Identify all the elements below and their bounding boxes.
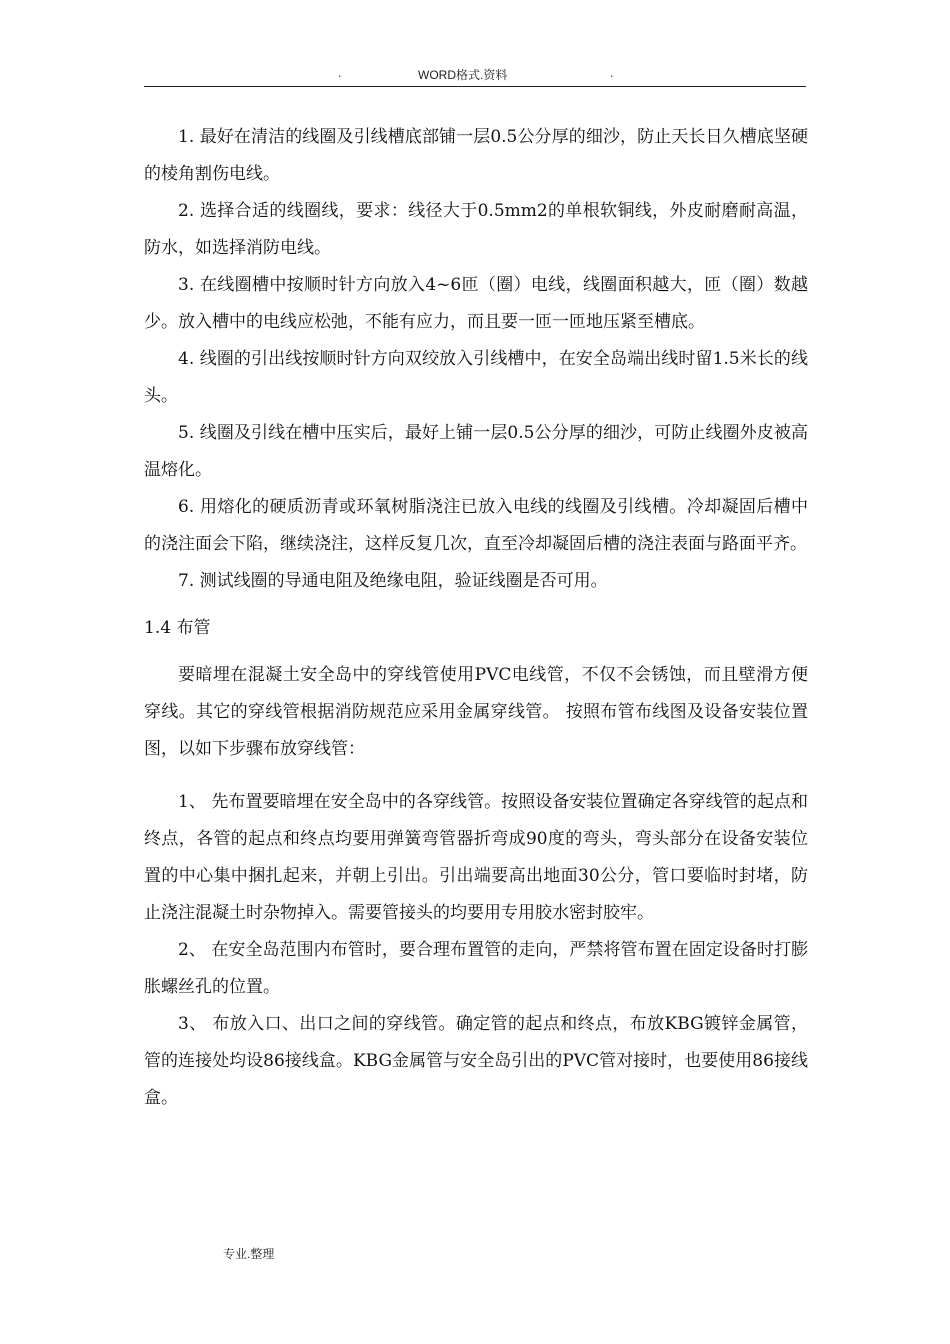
paragraph-pipe-step-1: 1、 先布置要暗埋在安全岛中的各穿线管。按照设备安装位置确定各穿线管的起点和终点，各管的起点和终点均要用弹簧弯管器折弯成90度的弯头，弯头部分在设备安装位置的中心集中捆扎起来，并朝上引出。引出端要高出地面30公分，管口要临时封堵，防止浇注混凝土时杂物掉入。需要管接头的均要用专用胶水密封胶牢。 bbox=[144, 792, 808, 923]
paragraph-step-7: 7. 测试线圈的导通电阻及绝缘电阻，验证线圈是否可用。 bbox=[178, 571, 608, 591]
paragraph-pipe-step-3: 3、 布放入口、出口之间的穿线管。确定管的起点和终点，布放KBG镀锌金属管，管的连接处均设86接线盒。KBG金属管与安全岛引出的PVC管对接时，也要使用86接线盒。 bbox=[144, 1014, 808, 1108]
page-header bbox=[144, 64, 806, 87]
paragraph-step-3: 3. 在线圈槽中按顺时针方向放入4~6匝（圈）电线，线圈面积越大，匝（圈）数越少。放入槽中的电线应松弛，不能有应力，而且要一匝一匝地压紧至槽底。 bbox=[144, 275, 808, 332]
paragraph-step-5: 5. 线圈及引线在槽中压实后，最好上铺一层0.5公分厚的细沙，可防止线圈外皮被高温熔化。 bbox=[144, 423, 808, 480]
header-dot-right: . bbox=[610, 66, 614, 80]
paragraph-step-6: 6. 用熔化的硬质沥青或环氧树脂浇注已放入电线的线圈及引线槽。冷却凝固后槽中的浇注面会下陷，继续浇注，这样反复几次，直至冷却凝固后槽的浇注表面与路面平齐。 bbox=[144, 497, 808, 554]
paragraph-step-1: 1. 最好在清洁的线圈及引线槽底部铺一层0.5公分厚的细沙，防止天长日久槽底坚硬的棱角割伤电线。 bbox=[144, 127, 808, 184]
paragraph-step-4: 4. 线圈的引出线按顺时针方向双绞放入引线槽中，在安全岛端出线时留1.5米长的线头。 bbox=[144, 349, 808, 406]
document-body bbox=[144, 119, 808, 1117]
header-title: WORD格式.资料 bbox=[418, 68, 508, 82]
section-heading: 1.4 布管 bbox=[144, 618, 211, 638]
intro-paragraph: 要暗埋在混凝土安全岛中的穿线管使用PVC电线管，不仅不会锈蚀，而且壁滑方便穿线。其它的穿线管根据消防规范应采用金属穿线管。 按照布管布线图及设备安装位置图，以如下步骤布放穿线管： bbox=[144, 665, 808, 759]
header-dot-left: . bbox=[338, 66, 342, 80]
paragraph-pipe-step-2: 2、 在安全岛范围内布管时，要合理布置管的走向，严禁将管布置在固定设备时打膨胀螺丝孔的位置。 bbox=[144, 940, 808, 997]
page-footer: 专业.整理 bbox=[223, 1247, 275, 1261]
paragraph-step-2: 2. 选择合适的线圈线，要求：线径大于0.5mm2的单根软铜线，外皮耐磨耐高温，防水，如选择消防电线。 bbox=[144, 201, 808, 258]
